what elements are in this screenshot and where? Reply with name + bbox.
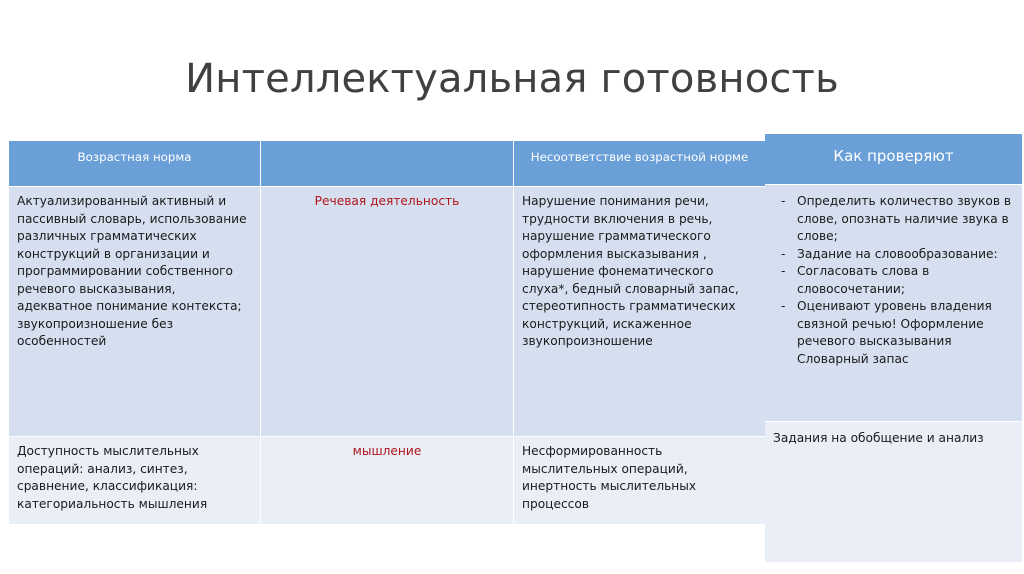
cell-mismatch-speech: Нарушение понимания речи, трудности включения в речь, нарушение грамматического оформления высказывания , нарушение фонематического слуха*, бедный словарный запас, стереотипность грамматических конструкций, искаженное звукопроизношение [514,187,766,437]
cell-mismatch-thinking: Несформированность мыслительных операций, инертность мыслительных процессов [514,437,766,525]
cell-norm-speech: Актуализированный активный и пассивный словарь, использование различных грамматических конструкций в организации и программировании собственного речевого высказывания, адекватное понимание контекста; звукопроизношение без особенностей [9,187,261,437]
check-thinking-cell: Задания на обобщение и анализ [765,422,1022,562]
list-item: - Определить количество звуков в слове, опознать наличие звука в слове; [773,193,1014,246]
check-header: Как проверяют [765,134,1022,184]
list-item: - Оценивают уровень владения связной речью! Оформление речевого высказывания [773,298,1014,351]
list-item: Словарный запас [797,351,909,366]
list-item: - Задание на словообразование: [773,246,1014,264]
check-column [765,134,1022,562]
check-list [773,193,1014,368]
cell-area-thinking: мышление [261,437,514,525]
cell-norm-thinking: Доступность мыслительных операций: анализ, синтез, сравнение, классификация: категориальность мышления [9,437,261,525]
header-mismatch: Несоответствие возрастной норме [514,141,766,187]
readiness-table [8,140,766,525]
slide-title: Интеллектуальная готовность [185,56,839,102]
table-header-row [9,141,766,187]
cell-area-speech: Речевая деятельность [261,187,514,437]
table-row [9,437,766,525]
check-speech-cell [765,185,1022,421]
table-row [9,187,766,437]
list-item: - Согласовать слова в словосочетании; [773,263,1014,298]
header-age-norm: Возрастная норма [9,141,261,187]
header-area [261,141,514,187]
